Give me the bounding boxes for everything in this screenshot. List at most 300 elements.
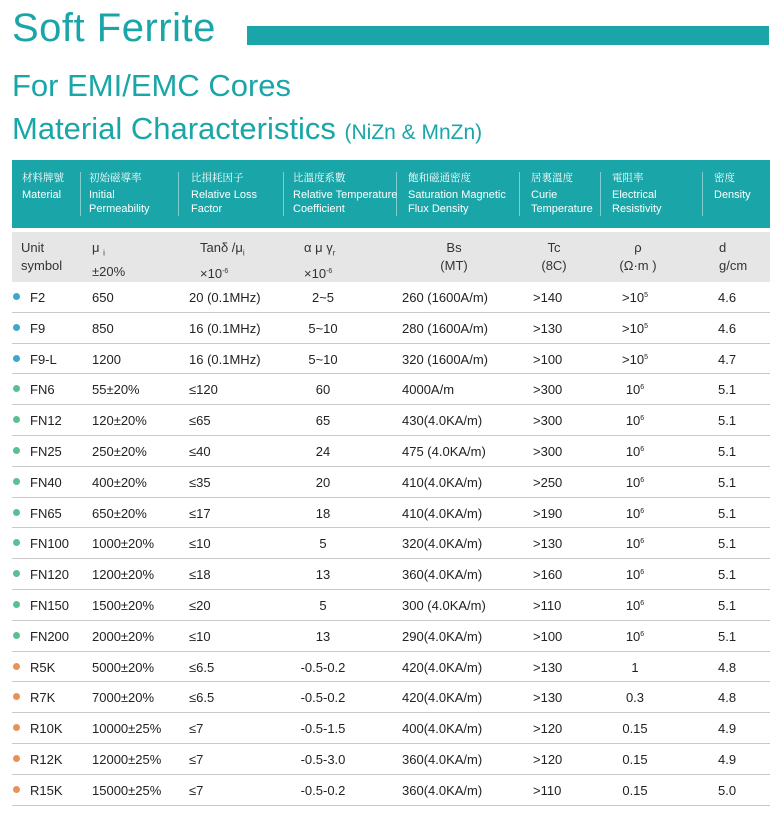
cell-mu-value: 250±20% xyxy=(92,443,147,459)
table-row xyxy=(12,744,770,775)
mu-subscript: i xyxy=(103,248,105,258)
cell-bs xyxy=(402,444,486,459)
tan-delta-subscript: i xyxy=(242,248,245,258)
cell-d xyxy=(718,475,736,490)
cell-material xyxy=(30,290,45,305)
cell-material xyxy=(30,752,63,767)
cell-rho xyxy=(604,598,666,613)
header-saturation-flux-density xyxy=(408,171,524,216)
cell-rho-value: 0.15 xyxy=(622,751,648,767)
cell-bs-value: 410(4.0KA/m) xyxy=(402,474,483,490)
cell-d xyxy=(718,506,736,521)
cell-bs xyxy=(402,629,482,644)
cell-material xyxy=(30,321,45,336)
cell-rho-value: 10 xyxy=(625,628,641,644)
cell-tc xyxy=(533,721,562,736)
material-bullet-icon xyxy=(13,324,20,331)
cell-rho-value: 0.15 xyxy=(622,782,648,798)
resistivity-exponent: 6 xyxy=(640,384,645,392)
subtitle-main-text: Material Characteristics xyxy=(12,111,336,146)
header-temp-en: Relative Temperature Coefficient xyxy=(293,189,398,215)
material-bullet-icon xyxy=(13,385,20,392)
header-loss-factor xyxy=(191,171,279,216)
cell-material-value: R12K xyxy=(30,751,63,767)
cell-material-value: FN40 xyxy=(30,474,62,490)
cell-material xyxy=(30,567,69,582)
cell-rho xyxy=(604,475,666,490)
cell-d xyxy=(718,567,736,582)
subtitle-emi-emc: For EMI/EMC Cores xyxy=(12,68,292,103)
cell-mu-value: 650±20% xyxy=(92,505,147,521)
unit-symbol-label xyxy=(21,239,62,275)
resistivity-exponent: 5 xyxy=(644,353,648,361)
cell-mu-value: 1000±20% xyxy=(92,536,155,552)
resistivity-exponent: 6 xyxy=(640,599,645,607)
material-bullet-icon xyxy=(13,786,20,793)
cell-temp xyxy=(282,783,364,798)
cell-tc-value: >300 xyxy=(533,443,563,459)
table-row xyxy=(12,559,770,590)
cell-loss xyxy=(189,352,261,367)
cell-bs-value: 430(4.0KA/m) xyxy=(402,413,483,429)
cell-d xyxy=(718,444,736,459)
material-bullet-icon xyxy=(13,663,20,670)
cell-loss-value: ≤120 xyxy=(189,382,218,398)
header-initial-permeability xyxy=(89,171,173,216)
cell-tc xyxy=(533,752,562,767)
subtitle-material-types: (NiZn & MnZn) xyxy=(344,121,483,144)
resistivity-exponent: 6 xyxy=(640,476,645,484)
cell-mu xyxy=(92,352,121,367)
resistivity-exponent: 6 xyxy=(640,630,645,638)
cell-tc-value: >190 xyxy=(533,505,563,521)
cell-tc xyxy=(533,629,562,644)
cell-rho-value: >10 xyxy=(622,351,645,367)
material-bullet-icon xyxy=(13,478,20,485)
cell-bs-value: 290(4.0KA/m) xyxy=(402,628,483,644)
tc-unit: (8C) xyxy=(541,258,567,273)
cell-rho xyxy=(604,567,666,582)
cell-loss xyxy=(189,598,211,613)
cell-d-value: 5.1 xyxy=(718,536,737,552)
header-material-cn: 材料牌號 xyxy=(22,172,64,184)
unit-bs xyxy=(434,239,474,275)
cell-bs-value: 260 (1600A/m) xyxy=(402,290,488,305)
cell-material-value: FN25 xyxy=(30,443,62,459)
cell-tc xyxy=(533,475,562,490)
unit-permeability xyxy=(92,239,125,281)
material-bullet-icon xyxy=(13,755,20,762)
cell-loss xyxy=(189,290,261,305)
title-accent-bar xyxy=(247,26,769,45)
cell-tc-value: >100 xyxy=(533,351,563,367)
header-divider xyxy=(178,172,179,216)
cell-d-value: 5.0 xyxy=(718,782,737,798)
cell-loss-value: ≤10 xyxy=(189,536,211,552)
header-permeability-cn: 初始磁導率 xyxy=(89,172,142,184)
cell-loss-value: ≤7 xyxy=(189,751,204,767)
cell-temp xyxy=(282,413,364,428)
cell-mu-value: 12000±25% xyxy=(92,751,162,767)
cell-mu xyxy=(92,752,161,767)
cell-tc xyxy=(533,382,562,397)
cell-temp-value: 5~10 xyxy=(308,320,338,336)
cell-tc-value: >160 xyxy=(533,567,563,583)
cell-mu-value: 2000±20% xyxy=(92,628,155,644)
cell-loss xyxy=(189,783,203,798)
cell-bs-value: 300 (4.0KA/m) xyxy=(402,597,486,613)
header-divider xyxy=(80,172,81,216)
cell-material-value: FN100 xyxy=(30,536,70,552)
unit-tc xyxy=(534,239,574,275)
cell-rho xyxy=(604,721,666,736)
cell-bs xyxy=(402,721,482,736)
cell-temp-value: -0.5-3.0 xyxy=(300,751,346,767)
cell-d-value: 5.1 xyxy=(718,474,737,490)
cell-loss xyxy=(189,690,214,705)
cell-tc-value: >110 xyxy=(533,782,562,798)
material-bullet-icon xyxy=(13,509,20,516)
units-row xyxy=(12,232,770,282)
table-row xyxy=(12,590,770,621)
cell-d xyxy=(718,690,736,705)
cell-d-value: 4.7 xyxy=(718,351,737,367)
cell-rho xyxy=(604,783,666,798)
cell-tc xyxy=(533,536,562,551)
cell-d-value: 4.8 xyxy=(718,690,737,706)
cell-material xyxy=(30,598,69,613)
cell-loss xyxy=(189,629,211,644)
cell-tc-value: >100 xyxy=(533,628,563,644)
bs-symbol: Bs xyxy=(446,240,462,255)
cell-bs-value: 4000A/m xyxy=(402,382,455,398)
table-row xyxy=(12,621,770,652)
cell-d xyxy=(718,629,736,644)
unit-label: Unit xyxy=(21,240,45,255)
cell-bs-value: 420(4.0KA/m) xyxy=(402,690,483,706)
cell-rho xyxy=(604,444,666,459)
cell-mu-value: 5000±20% xyxy=(92,659,155,675)
cell-rho-value: 10 xyxy=(625,443,641,459)
cell-rho-value: 0.15 xyxy=(622,721,648,737)
cell-d xyxy=(718,660,736,675)
material-bullet-icon xyxy=(13,447,20,454)
cell-temp-value: 20 xyxy=(315,474,331,490)
cell-tc xyxy=(533,660,562,675)
cell-tc-value: >130 xyxy=(533,536,563,552)
cell-loss xyxy=(189,413,211,428)
cell-bs xyxy=(402,598,486,613)
cell-bs xyxy=(402,690,482,705)
material-table-body xyxy=(12,282,770,806)
cell-bs xyxy=(402,783,482,798)
cell-rho-value: >10 xyxy=(622,290,645,305)
cell-temp-value: 13 xyxy=(315,567,331,583)
header-material xyxy=(22,171,84,202)
cell-loss-value: ≤17 xyxy=(189,505,211,521)
cell-loss xyxy=(189,752,203,767)
cell-temp-value: 13 xyxy=(315,628,331,644)
cell-tc xyxy=(533,290,562,305)
cell-mu xyxy=(92,598,154,613)
tan-delta-symbol: Tanδ /μ xyxy=(200,240,243,255)
header-divider xyxy=(600,172,601,216)
cell-bs-value: 420(4.0KA/m) xyxy=(402,659,483,675)
cell-material xyxy=(30,475,62,490)
cell-temp-value: -0.5-0.2 xyxy=(300,782,346,798)
cell-bs xyxy=(402,567,482,582)
material-bullet-icon xyxy=(13,416,20,423)
cell-mu xyxy=(92,506,147,521)
header-bs-cn: 飽和磁通密度 xyxy=(408,172,471,184)
material-bullet-icon xyxy=(13,693,20,700)
cell-mu xyxy=(92,660,154,675)
cell-rho xyxy=(604,290,666,305)
cell-tc xyxy=(533,567,562,582)
table-row xyxy=(12,436,770,467)
cell-temp xyxy=(282,660,364,675)
cell-temp-value: -0.5-0.2 xyxy=(300,690,346,706)
resistivity-exponent: 5 xyxy=(644,322,648,330)
cell-tc-value: >110 xyxy=(533,597,562,613)
cell-loss-value: ≤35 xyxy=(189,474,211,490)
table-row xyxy=(12,344,770,375)
cell-mu-value: 7000±20% xyxy=(92,690,155,706)
header-loss-cn: 比損耗因子 xyxy=(191,172,244,184)
cell-mu xyxy=(92,382,140,397)
table-row xyxy=(12,467,770,498)
cell-mu xyxy=(92,413,147,428)
table-row xyxy=(12,713,770,744)
cell-rho xyxy=(604,413,666,428)
cell-mu xyxy=(92,567,154,582)
cell-loss-value: ≤40 xyxy=(189,443,211,459)
cell-material-value: R5K xyxy=(30,659,56,675)
header-material-en: Material xyxy=(22,189,62,201)
cell-bs-value: 320(4.0KA/m) xyxy=(402,536,483,552)
cell-material-value: R7K xyxy=(30,690,56,706)
header-divider xyxy=(702,172,703,216)
resistivity-exponent: 6 xyxy=(640,569,645,577)
cell-loss-value: ≤20 xyxy=(189,597,211,613)
cell-mu xyxy=(92,321,114,336)
cell-mu-value: 850 xyxy=(92,320,114,336)
cell-rho xyxy=(604,352,666,367)
cell-d xyxy=(718,352,736,367)
cell-temp xyxy=(282,321,364,336)
cell-d-value: 5.1 xyxy=(718,567,737,583)
cell-material-value: F9 xyxy=(30,320,46,336)
cell-rho-value: 10 xyxy=(625,597,641,613)
cell-mu-value: 55±20% xyxy=(92,382,140,398)
cell-rho xyxy=(604,752,666,767)
header-electrical-resistivity xyxy=(612,171,682,216)
cell-material xyxy=(30,629,69,644)
cell-loss xyxy=(189,721,203,736)
alpha-symbol: α μ γ xyxy=(304,240,333,255)
cell-mu xyxy=(92,783,161,798)
cell-bs-value: 475 (4.0KA/m) xyxy=(402,443,486,459)
header-curie-temperature xyxy=(531,171,597,216)
cell-temp xyxy=(282,506,364,521)
cell-loss-value: 16 (0.1MHz) xyxy=(189,320,261,336)
cell-d-value: 4.9 xyxy=(718,721,737,737)
cell-mu-value: 1500±20% xyxy=(92,597,155,613)
header-density-cn: 密度 xyxy=(714,172,735,184)
cell-loss-value: ≤6.5 xyxy=(189,690,215,706)
table-row xyxy=(12,313,770,344)
cell-tc xyxy=(533,321,562,336)
cell-rho-value: >10 xyxy=(622,320,645,336)
cell-bs xyxy=(402,413,482,428)
cell-d-value: 5.1 xyxy=(718,597,737,613)
subtitle-material-characteristics xyxy=(12,111,482,147)
cell-temp xyxy=(282,752,364,767)
table-row xyxy=(12,374,770,405)
table-row xyxy=(12,528,770,559)
cell-d-value: 4.8 xyxy=(718,659,737,675)
cell-mu-value: 1200 xyxy=(92,351,121,367)
resistivity-exponent: 6 xyxy=(640,507,645,515)
header-rho-en: Electrical Resistivity xyxy=(612,189,662,215)
cell-d-value: 4.6 xyxy=(718,320,737,336)
resistivity-exponent: 6 xyxy=(640,445,645,453)
unit-density xyxy=(719,239,747,275)
cell-bs xyxy=(402,536,482,551)
cell-d-value: 4.6 xyxy=(718,290,737,305)
cell-temp-value: 18 xyxy=(315,505,331,521)
header-loss-en: Relative Loss Factor xyxy=(191,189,258,215)
table-header xyxy=(12,160,770,228)
cell-temp-value: 5 xyxy=(319,597,327,613)
resistivity-exponent: 6 xyxy=(640,415,645,423)
unit-temperature-coefficient xyxy=(304,239,335,283)
cell-loss xyxy=(189,475,211,490)
cell-bs-value: 280 (1600A/m) xyxy=(402,320,488,336)
cell-tc xyxy=(533,690,562,705)
header-bs-en: Saturation Magnetic Flux Density xyxy=(408,189,506,215)
cell-d-value: 5.1 xyxy=(718,382,737,398)
cell-tc xyxy=(533,598,561,613)
rho-symbol: ρ xyxy=(634,240,642,255)
cell-rho-value: 10 xyxy=(625,567,641,583)
material-bullet-icon xyxy=(13,539,20,546)
cell-bs xyxy=(402,475,482,490)
header-temperature-coefficient xyxy=(293,171,403,216)
unit-loss-factor xyxy=(200,239,245,283)
cell-loss-value: ≤7 xyxy=(189,782,204,798)
cell-tc xyxy=(533,413,562,428)
cell-rho xyxy=(604,690,666,705)
cell-material xyxy=(30,721,63,736)
table-row xyxy=(12,652,770,683)
cell-mu xyxy=(92,475,147,490)
cell-material-value: F9-L xyxy=(30,351,57,367)
cell-d-value: 5.1 xyxy=(718,413,737,429)
cell-temp xyxy=(282,598,364,613)
cell-temp xyxy=(282,629,364,644)
cell-bs-value: 320 (1600A/m) xyxy=(402,351,488,367)
cell-temp xyxy=(282,290,364,305)
cell-rho-value: 10 xyxy=(625,413,641,429)
cell-temp-value: 5~10 xyxy=(308,351,338,367)
cell-bs xyxy=(402,660,482,675)
cell-tc-value: >130 xyxy=(533,659,563,675)
header-divider xyxy=(283,172,284,216)
table-row xyxy=(12,405,770,436)
cell-tc xyxy=(533,444,562,459)
cell-mu xyxy=(92,690,154,705)
resistivity-exponent: 6 xyxy=(640,538,645,546)
cell-d xyxy=(718,290,736,305)
cell-material-value: R15K xyxy=(30,782,63,798)
cell-rho-value: 10 xyxy=(625,474,641,490)
table-row xyxy=(12,498,770,529)
cell-temp xyxy=(282,536,364,551)
cell-material-value: F2 xyxy=(30,290,46,305)
mu-tolerance: ±20% xyxy=(92,263,126,279)
header-divider xyxy=(396,172,397,216)
cell-temp xyxy=(282,475,364,490)
header-temp-cn: 比溫度系數 xyxy=(293,172,346,184)
cell-material-value: FN65 xyxy=(30,505,62,521)
cell-temp-value: 2~5 xyxy=(311,290,335,305)
header-permeability-en: Initial Permeability xyxy=(89,189,150,215)
cell-d xyxy=(718,413,736,428)
cell-d-value: 5.1 xyxy=(718,505,737,521)
cell-d-value: 5.1 xyxy=(718,628,737,644)
cell-material-value: FN12 xyxy=(30,413,62,429)
symbol-label: symbol xyxy=(21,258,63,273)
cell-temp xyxy=(282,352,364,367)
cell-loss xyxy=(189,536,211,551)
cell-bs-value: 400(4.0KA/m) xyxy=(402,721,483,737)
cell-d-value: 5.1 xyxy=(718,443,737,459)
bs-unit: (MT) xyxy=(440,258,468,273)
rho-unit: (Ω·m ) xyxy=(619,258,657,273)
cell-tc-value: >130 xyxy=(533,320,563,336)
cell-material-value: R10K xyxy=(30,721,63,737)
cell-material xyxy=(30,660,55,675)
cell-bs xyxy=(402,290,488,305)
cell-material-value: FN200 xyxy=(30,628,70,644)
cell-tc-value: >120 xyxy=(533,751,563,767)
cell-tc-value: >300 xyxy=(533,413,563,429)
cell-bs-value: 360(4.0KA/m) xyxy=(402,567,483,583)
cell-bs xyxy=(402,752,482,767)
cell-tc xyxy=(533,352,562,367)
header-divider xyxy=(519,172,520,216)
cell-tc xyxy=(533,783,561,798)
material-bullet-icon xyxy=(13,570,20,577)
cell-material xyxy=(30,444,62,459)
cell-rho xyxy=(604,629,666,644)
cell-loss-value: 16 (0.1MHz) xyxy=(189,351,261,367)
table-row xyxy=(12,282,770,313)
cell-d-value: 4.9 xyxy=(718,751,737,767)
cell-temp xyxy=(282,567,364,582)
cell-loss xyxy=(189,321,261,336)
cell-loss xyxy=(189,382,218,397)
cell-material xyxy=(30,382,55,397)
tc-symbol: Tc xyxy=(547,240,561,255)
density-symbol: d xyxy=(719,240,727,255)
cell-d xyxy=(718,752,736,767)
cell-rho xyxy=(604,536,666,551)
page-title: Soft Ferrite xyxy=(12,6,216,50)
header-density xyxy=(714,171,768,202)
cell-tc xyxy=(533,506,562,521)
